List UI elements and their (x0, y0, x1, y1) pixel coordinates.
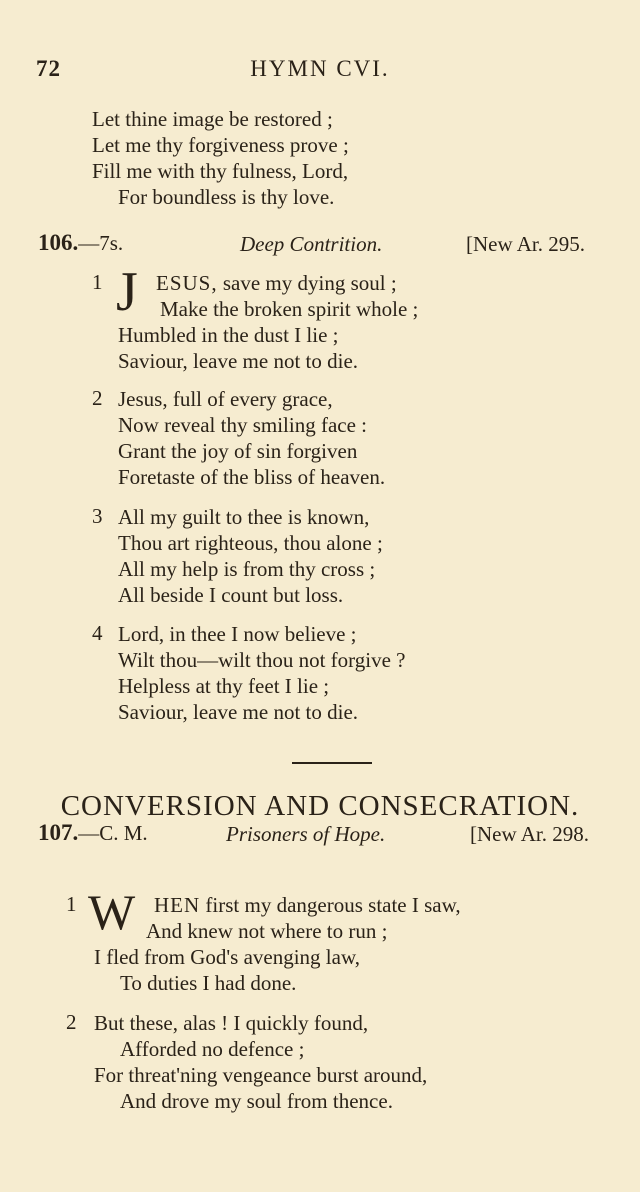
verse-line: Helpless at thy feet I lie ; (118, 674, 330, 698)
verse-line: Humbled in the dust I lie ; (118, 323, 339, 347)
verse-line: Grant the joy of sin forgiven (118, 439, 358, 463)
drop-cap: W (88, 884, 136, 940)
hymn-meter: —7s. (78, 231, 124, 255)
prev-line: Let thine image be restored ; (92, 107, 333, 131)
verse-line: Saviour, leave me not to die. (118, 700, 359, 724)
verse-line: All beside I count but loss. (118, 583, 344, 607)
verse-line: Foretaste of the bliss of heaven. (118, 465, 386, 489)
verse-line: I fled from God's avenging law, (94, 945, 361, 969)
hymn-107-heading (38, 820, 148, 846)
prev-line: Fill me with thy fulness, Lord, (92, 159, 349, 183)
first-word-caps: ESUS, (156, 271, 218, 295)
hymn-title: Prisoners of Hope. (226, 822, 386, 846)
verse-line: And knew not where to run ; (146, 919, 388, 943)
hymn-106-heading (38, 230, 123, 256)
hymn-tune: [New Ar. 295. (466, 232, 585, 256)
verse-line: Make the broken spirit whole ; (160, 297, 419, 321)
verse-number: 2 (92, 386, 103, 410)
prev-line: For boundless is thy love. (118, 185, 335, 209)
hymn-number: 106. (38, 230, 79, 255)
verse-number: 3 (92, 504, 103, 528)
drop-cap: J (116, 261, 138, 323)
verse-line: Lord, in thee I now believe ; (118, 622, 357, 646)
first-line-tail: first my dangerous state I saw, (200, 893, 461, 917)
verse-line: Thou art righteous, thou alone ; (118, 531, 383, 555)
section-title: CONVERSION AND CONSECRATION. (60, 790, 580, 822)
verse-line: Jesus, full of every grace, (118, 387, 333, 411)
first-word-caps: HEN (154, 893, 201, 917)
verse-line: To duties I had done. (120, 971, 297, 995)
verse-number: 4 (92, 621, 103, 645)
page-number: 72 (36, 56, 61, 81)
section-divider (292, 762, 372, 764)
first-line-tail: save my dying soul ; (217, 271, 397, 295)
verse-line: Now reveal thy smiling face : (118, 413, 368, 437)
hymn-number: 107. (38, 820, 79, 845)
verse-number: 2 (66, 1010, 77, 1034)
hymn-meter: —C. M. (78, 821, 148, 845)
verse-line: Afforded no defence ; (120, 1037, 305, 1061)
verse-line (156, 270, 397, 296)
verse-line: All my guilt to thee is known, (118, 505, 370, 529)
verse-line (154, 892, 461, 918)
verse-line: Wilt thou—wilt thou not forgive ? (118, 648, 406, 672)
prev-line: Let me thy forgiveness prove ; (92, 133, 349, 157)
verse-line: And drove my soul from thence. (120, 1089, 393, 1113)
verse-line: All my help is from thy cross ; (118, 557, 376, 581)
verse-number: 1 (92, 270, 103, 294)
running-title: HYMN CVI. (250, 56, 390, 81)
verse-line: But these, alas ! I quickly found, (94, 1011, 369, 1035)
verse-line: Saviour, leave me not to die. (118, 349, 359, 373)
hymn-tune: [New Ar. 298. (470, 822, 589, 846)
hymn-title: Deep Contrition. (240, 232, 383, 256)
verse-number: 1 (66, 892, 77, 916)
verse-line: For threat'ning vengeance burst around, (94, 1063, 428, 1087)
